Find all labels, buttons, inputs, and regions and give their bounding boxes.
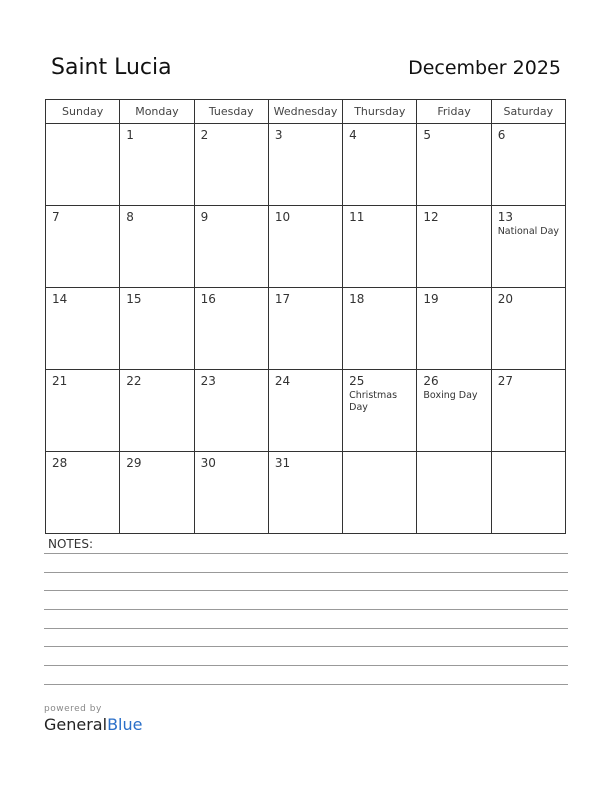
day-cell	[194, 206, 268, 288]
day-number: 30	[200, 456, 216, 470]
brand-name	[44, 715, 142, 734]
day-number: 20	[497, 292, 513, 306]
week-row	[46, 124, 566, 206]
day-cell	[417, 206, 491, 288]
calendar-grid	[45, 99, 566, 534]
day-cell	[343, 370, 417, 452]
day-cell	[268, 452, 342, 534]
weekday-friday: Friday	[417, 100, 491, 124]
notes-line	[44, 646, 568, 647]
notes-line	[44, 665, 568, 666]
day-number: 5	[423, 128, 432, 142]
day-cell	[120, 452, 194, 534]
day-cell	[343, 288, 417, 370]
day-number: 22	[126, 374, 142, 388]
day-number: 18	[349, 292, 365, 306]
weekday-header-row	[46, 100, 566, 124]
day-cell	[343, 124, 417, 206]
day-cell	[417, 452, 491, 534]
day-cell	[268, 206, 342, 288]
holiday-label: Boxing Day	[423, 390, 478, 401]
day-cell	[46, 288, 120, 370]
week-row	[46, 452, 566, 534]
day-number: 19	[423, 292, 439, 306]
day-number: 1	[126, 128, 134, 142]
day-number: 31	[274, 456, 291, 470]
powered-by-text: powered by	[44, 704, 102, 714]
day-cell	[194, 452, 268, 534]
day-cell	[343, 206, 417, 288]
day-number: 13	[497, 210, 513, 224]
weekday-wednesday: Wednesday	[268, 100, 342, 124]
day-number: 8	[126, 210, 134, 224]
day-cell	[417, 370, 491, 452]
day-cell	[417, 124, 491, 206]
day-cell	[491, 452, 565, 534]
day-cell	[46, 452, 120, 534]
day-cell	[417, 288, 491, 370]
day-number: 11	[349, 210, 365, 224]
day-number: 7	[52, 210, 60, 224]
day-number: 9	[200, 210, 209, 224]
notes-line	[44, 590, 568, 591]
weekday-thursday: Thursday	[343, 100, 417, 124]
month-title: December 2025	[408, 57, 561, 79]
notes-line	[44, 609, 568, 610]
notes-line	[44, 684, 568, 685]
notes-line	[44, 628, 568, 629]
day-number: 6	[497, 128, 506, 142]
day-cell	[343, 452, 417, 534]
day-cell	[491, 206, 565, 288]
day-number: 26	[423, 374, 439, 388]
week-row	[46, 370, 566, 452]
day-number: 12	[423, 210, 439, 224]
day-number: 2	[200, 128, 209, 142]
day-number: 27	[497, 374, 513, 388]
notes-line	[44, 553, 568, 554]
day-cell	[491, 124, 565, 206]
day-cell	[268, 288, 342, 370]
day-cell	[194, 370, 268, 452]
holiday-label: National Day	[497, 226, 560, 237]
weekday-saturday: Saturday	[491, 100, 565, 124]
day-number: 4	[349, 128, 357, 142]
day-cell	[268, 370, 342, 452]
day-cell	[491, 370, 565, 452]
day-cell	[268, 124, 342, 206]
day-cell	[46, 206, 120, 288]
day-cell	[120, 206, 194, 288]
day-number: 10	[274, 210, 291, 224]
day-cell	[46, 124, 120, 206]
week-row	[46, 206, 566, 288]
day-cell	[120, 370, 194, 452]
weekday-sunday: Sunday	[46, 100, 120, 124]
day-number: 21	[52, 374, 68, 388]
brand-blue: Blue	[107, 715, 143, 734]
day-number: 23	[200, 374, 216, 388]
day-number: 15	[126, 292, 142, 306]
day-number: 24	[274, 374, 291, 388]
day-cell	[491, 288, 565, 370]
holiday-label: Christmas Day	[349, 390, 398, 413]
day-number: 25	[349, 374, 365, 388]
weekday-monday: Monday	[120, 100, 194, 124]
day-cell	[194, 124, 268, 206]
day-number: 17	[274, 292, 291, 306]
notes-label: NOTES:	[48, 537, 93, 551]
day-cell	[194, 288, 268, 370]
day-cell	[120, 124, 194, 206]
day-number: 3	[274, 128, 283, 142]
week-row	[46, 288, 566, 370]
day-cell	[120, 288, 194, 370]
generalblue-logo	[44, 704, 142, 734]
weekday-tuesday: Tuesday	[194, 100, 268, 124]
day-number: 16	[200, 292, 216, 306]
country-title: Saint Lucia	[51, 55, 172, 80]
day-number: 29	[126, 456, 142, 470]
day-number: 14	[52, 292, 68, 306]
notes-line	[44, 572, 568, 573]
day-cell	[46, 370, 120, 452]
day-number: 28	[52, 456, 68, 470]
brand-general: General	[44, 715, 108, 734]
